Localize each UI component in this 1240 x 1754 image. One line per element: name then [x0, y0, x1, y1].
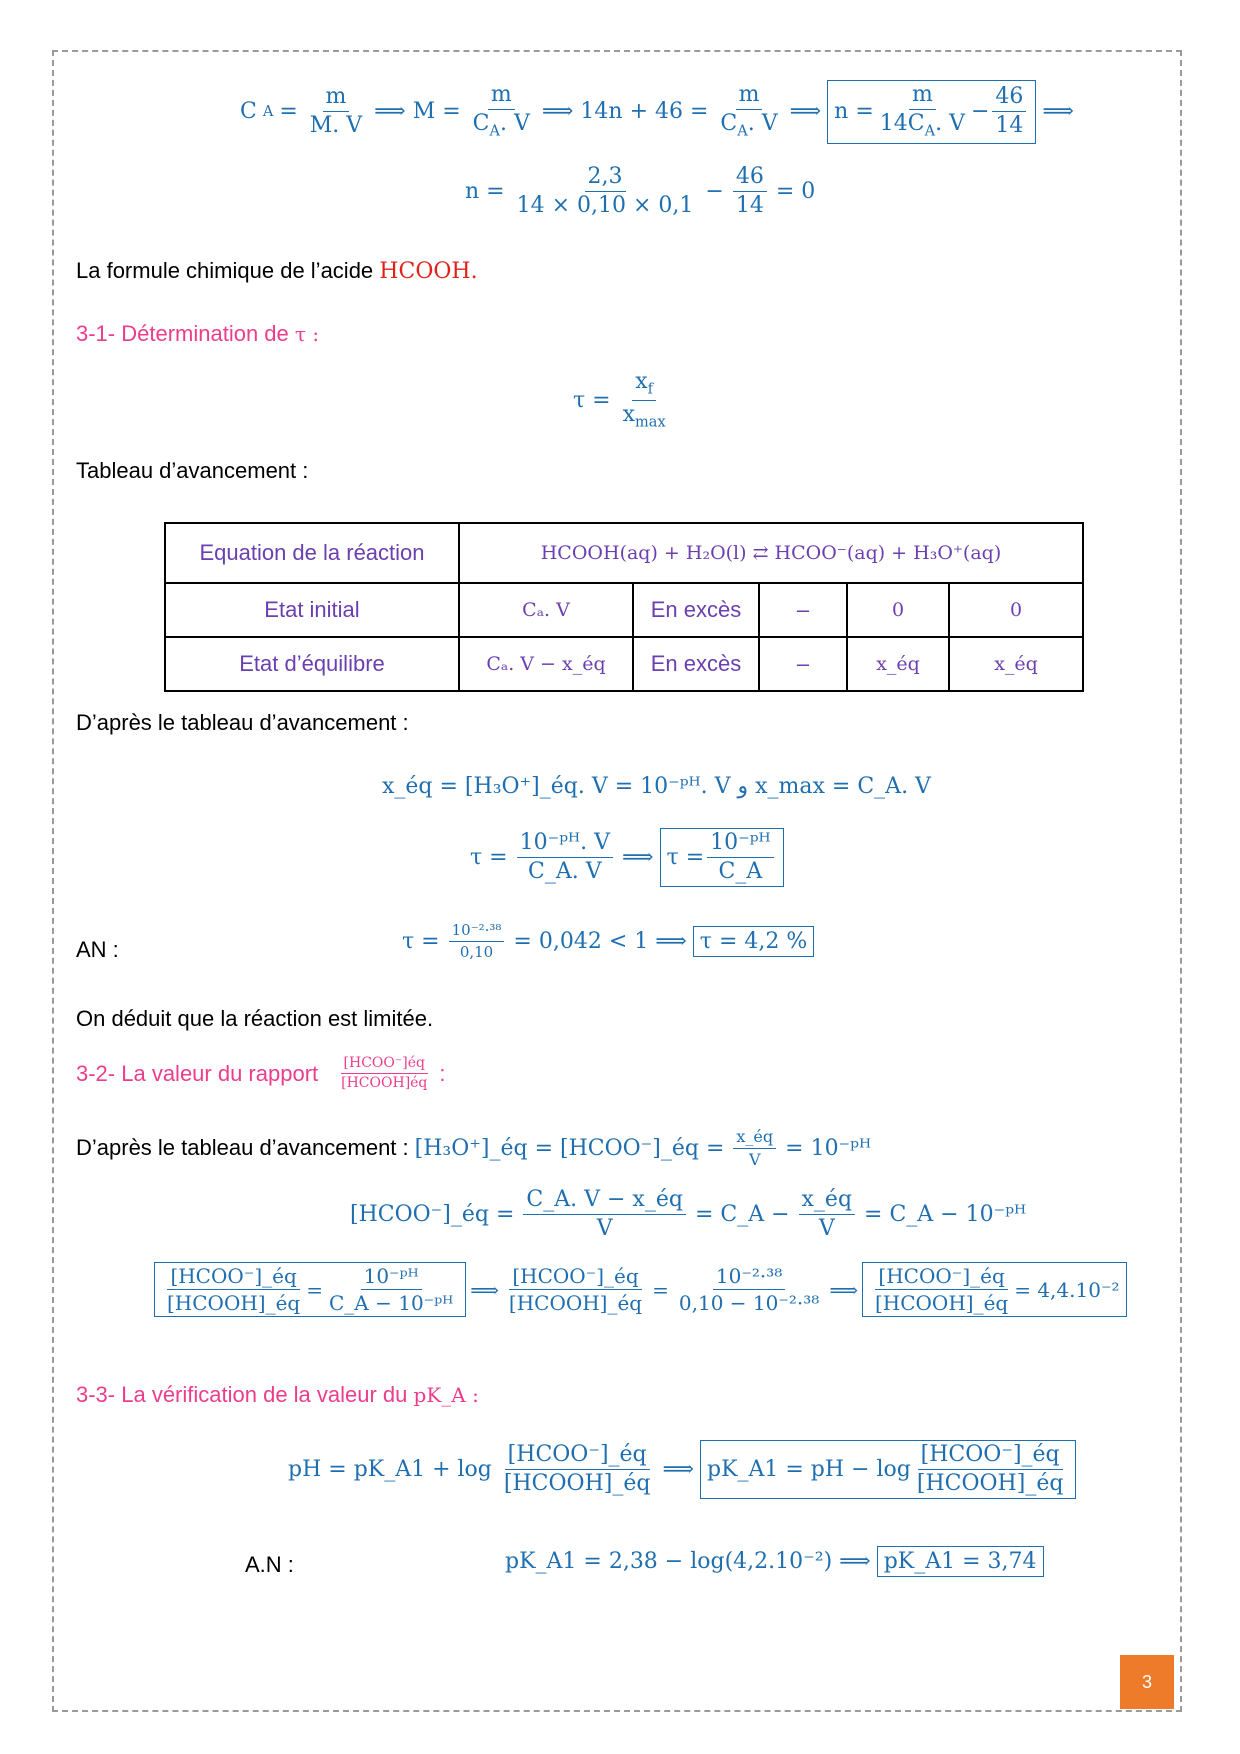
denominator — [470, 110, 533, 140]
numerator: [HCOO⁻]_éq — [509, 1265, 641, 1290]
denominator: [HCOOH]_éq — [167, 1291, 301, 1315]
numerator: 10⁻²·³⁸ — [713, 1265, 785, 1290]
sentence-dot: . — [470, 259, 478, 284]
eq-text: ⟹ — [470, 1277, 499, 1302]
boxed-result: pK_A1 = 3,74 — [877, 1546, 1044, 1577]
pka-symbol: pK_A : — [413, 1383, 479, 1407]
den-sub: A — [737, 123, 748, 140]
fraction — [470, 83, 533, 141]
eq-text: τ = — [573, 388, 611, 414]
eq-text: ⟹ — [789, 99, 822, 125]
denominator: V — [818, 1216, 835, 1242]
den-part: . V — [935, 111, 965, 137]
denominator — [877, 110, 968, 140]
an-label: AN : — [76, 937, 119, 962]
tau-definition — [573, 370, 672, 432]
fraction — [326, 1265, 456, 1314]
table-row — [165, 523, 1083, 583]
num-part: x — [635, 369, 648, 394]
eq-text: = — [652, 1277, 669, 1302]
numerator: 10⁻ᵖᴴ. V — [517, 831, 613, 858]
den-part: . V — [500, 111, 530, 137]
page-number-text: 3 — [1141, 1671, 1152, 1692]
table-cell: Cₐ. V — [459, 583, 633, 637]
table-cell: x_éq — [949, 637, 1083, 691]
equation-ratio-value — [154, 1262, 1127, 1317]
table-row — [165, 637, 1083, 691]
section-3-3-title — [76, 1382, 479, 1408]
fraction — [799, 1188, 856, 1241]
fraction — [506, 1265, 645, 1314]
boxed-result — [660, 828, 784, 887]
numerator: 46 — [992, 85, 1026, 112]
numerator: 2,3 — [585, 165, 626, 192]
eq-text: = C_A − 10⁻ᵖᴴ — [864, 1202, 1027, 1228]
numerator: [HCOO⁻]_éq — [167, 1265, 299, 1290]
numerator: x_éq — [799, 1188, 856, 1215]
denominator: C_A. V — [527, 859, 602, 885]
table-cell: 0 — [949, 583, 1083, 637]
den-part: 14C — [879, 111, 925, 137]
section-title-text: 3-1- Détermination de — [76, 321, 289, 346]
equation-pka-value — [505, 1546, 1044, 1577]
numerator: 46 — [733, 165, 767, 192]
eq-text: τ = — [666, 845, 705, 871]
den-part: C — [720, 111, 738, 137]
equation-tau-value — [402, 922, 814, 960]
paragraph-text: D’après le tableau d’avancement : — [76, 1135, 409, 1161]
formula-sentence — [76, 258, 478, 284]
fraction — [707, 831, 774, 884]
equation-henderson — [288, 1440, 1076, 1499]
table-cell: – — [759, 583, 847, 637]
fraction — [514, 165, 697, 218]
fraction — [914, 1443, 1067, 1496]
eq-text: = C_A − — [694, 1202, 790, 1228]
numerator: 10⁻²·³⁸ — [449, 922, 505, 942]
fraction — [992, 85, 1026, 138]
denominator: C_A — [718, 859, 763, 885]
fraction — [872, 1265, 1011, 1314]
an-label: A.N : — [245, 1552, 294, 1577]
advancement-table — [164, 522, 1084, 692]
fraction — [733, 165, 767, 218]
numerator: [HCOO⁻]_éq — [875, 1265, 1007, 1290]
eq-text: C — [240, 99, 257, 125]
boxed-result — [154, 1262, 466, 1317]
table-heading: Tableau d’avancement : — [76, 458, 309, 483]
eq-text: = 0,042 < 1 ⟹ — [513, 928, 687, 954]
eq-text: pH = pK_A1 + log — [288, 1457, 492, 1483]
eq-text: = 10⁻ᵖᴴ — [785, 1135, 872, 1161]
fraction — [676, 1265, 822, 1314]
fraction — [733, 1128, 776, 1168]
eq-text: = 0 — [775, 179, 816, 205]
fraction — [164, 1265, 303, 1314]
eq-text: ⟹ — [662, 1457, 694, 1483]
equation-hcoo-concentration — [350, 1188, 1026, 1241]
numerator — [632, 370, 656, 401]
table-row — [165, 583, 1083, 637]
numerator: m — [909, 83, 936, 110]
eq-text: ⟹ — [1042, 99, 1074, 125]
colon: : — [439, 1060, 446, 1086]
numerator: m — [736, 83, 763, 110]
equation-xeq: x_éq = [H₃O⁺]_éq. V = 10⁻ᵖᴴ. V و x_max = C_A. V — [382, 774, 931, 799]
table-cell: Etat initial — [165, 583, 459, 637]
fraction — [717, 83, 780, 141]
eq-text: n = — [465, 179, 505, 205]
sentence-text: La formule chimique de l’acide — [76, 258, 374, 283]
fraction — [307, 85, 365, 138]
table-cell: – — [759, 637, 847, 691]
table-cell: Etat d’équilibre — [165, 637, 459, 691]
fraction — [449, 922, 505, 960]
numerator: x_éq — [733, 1128, 776, 1149]
numerator: 10⁻ᵖᴴ — [361, 1265, 422, 1290]
table-cell: En excès — [633, 637, 759, 691]
denominator: 14 × 0,10 × 0,1 — [516, 193, 694, 219]
eq-text: τ = — [470, 845, 508, 871]
eq-text: = 4,4.10⁻² — [1014, 1277, 1120, 1302]
boxed-result — [827, 80, 1036, 144]
den-sub: A — [924, 123, 936, 140]
eq-sub: A — [262, 103, 274, 120]
denominator: C_A − 10⁻ᵖᴴ — [329, 1291, 454, 1315]
eq-text: ⟹ — [829, 1277, 858, 1302]
denominator: 14 — [995, 113, 1024, 139]
equation-n-value — [465, 165, 815, 218]
den-part: C — [472, 111, 490, 137]
fraction — [517, 831, 613, 884]
eq-text: [H₃O⁺]_éq = [HCOO⁻]_éq = — [414, 1135, 725, 1161]
numerator: m — [488, 83, 515, 110]
paragraph-text: D’après le tableau d’avancement : — [76, 710, 409, 735]
denominator: [HCOOH]_éq — [874, 1291, 1009, 1315]
denominator: [HCOOH]éq — [341, 1075, 428, 1092]
page-number — [1120, 1655, 1174, 1709]
denominator: [HCOOH]_éq — [508, 1291, 643, 1315]
eq-text: ⟹ — [621, 845, 654, 871]
boxed-result — [862, 1262, 1127, 1317]
fraction — [877, 83, 968, 141]
table-cell: 0 — [847, 583, 949, 637]
section-3-2-title — [76, 1056, 446, 1092]
denominator — [717, 110, 780, 140]
eq-text: τ = — [402, 928, 440, 954]
eq-text: = — [279, 99, 298, 125]
eq-text: pK_A1 = 2,38 − log(4,2.10⁻²) ⟹ — [505, 1549, 871, 1574]
boxed-result: τ = 4,2 % — [693, 926, 814, 957]
eq-text: ⟹ M = — [374, 99, 461, 125]
denominator: [HCOOH]_éq — [916, 1471, 1064, 1497]
eq-text: = — [306, 1277, 323, 1302]
boxed-result — [700, 1440, 1076, 1499]
fraction — [523, 1188, 686, 1241]
denominator: [HCOOH]_éq — [503, 1471, 651, 1497]
section-title-text: 3-3- La vérification de la valeur du — [76, 1382, 408, 1407]
section-3-1-title — [76, 321, 319, 347]
eq-text: − — [705, 179, 724, 205]
tau-symbol: τ : — [294, 322, 320, 346]
table-cell: Cₐ. V − x_éq — [459, 637, 633, 691]
section-title-text: 3-2- La valeur du rapport — [76, 1060, 319, 1086]
denominator: V — [596, 1216, 613, 1242]
denominator: 0,10 — [459, 942, 494, 961]
numerator: [HCOO⁻]_éq — [918, 1443, 1063, 1470]
equation-tau-expression — [470, 828, 784, 887]
eq-text: [HCOO⁻]_éq = — [350, 1202, 515, 1228]
eq-text: pK_A1 = pH − log — [706, 1457, 911, 1483]
equation-n-derivation — [240, 80, 1074, 144]
fraction — [338, 1056, 430, 1092]
table-cell: Equation de la réaction — [165, 523, 459, 583]
den-part: x — [622, 402, 636, 428]
denominator — [620, 401, 669, 431]
denominator: 0,10 − 10⁻²·³⁸ — [678, 1291, 820, 1315]
ratio-derivation-line — [76, 1128, 871, 1168]
numerator: [HCOO⁻]_éq — [505, 1443, 650, 1470]
eq-text: − — [970, 99, 990, 125]
table-cell: x_éq — [847, 637, 949, 691]
conclusion-text: On déduit que la réaction est limitée. — [76, 1006, 434, 1031]
eq-text: n = — [834, 99, 874, 125]
den-part: . V — [747, 111, 778, 137]
den-sub: A — [489, 123, 500, 140]
table-cell: En excès — [633, 583, 759, 637]
den-sub: max — [635, 414, 666, 431]
numerator: m — [323, 85, 350, 112]
num-sub: f — [647, 381, 654, 398]
denominator: 14 — [735, 193, 764, 219]
denominator: V — [748, 1149, 761, 1169]
numerator: C_A. V − x_éq — [523, 1188, 686, 1215]
eq-text: ⟹ 14n + 46 = — [541, 99, 709, 125]
numerator: [HCOO⁻]éq — [341, 1056, 428, 1074]
denominator: M. V — [309, 113, 363, 139]
acid-formula: HCOOH — [379, 259, 471, 284]
fraction — [501, 1443, 654, 1496]
numerator: 10⁻ᵖᴴ — [707, 831, 774, 858]
table-cell: HCOOH(aq) + H₂O(l) ⇄ HCOO⁻(aq) + H₃O⁺(aq) — [459, 523, 1083, 583]
fraction — [620, 370, 669, 432]
